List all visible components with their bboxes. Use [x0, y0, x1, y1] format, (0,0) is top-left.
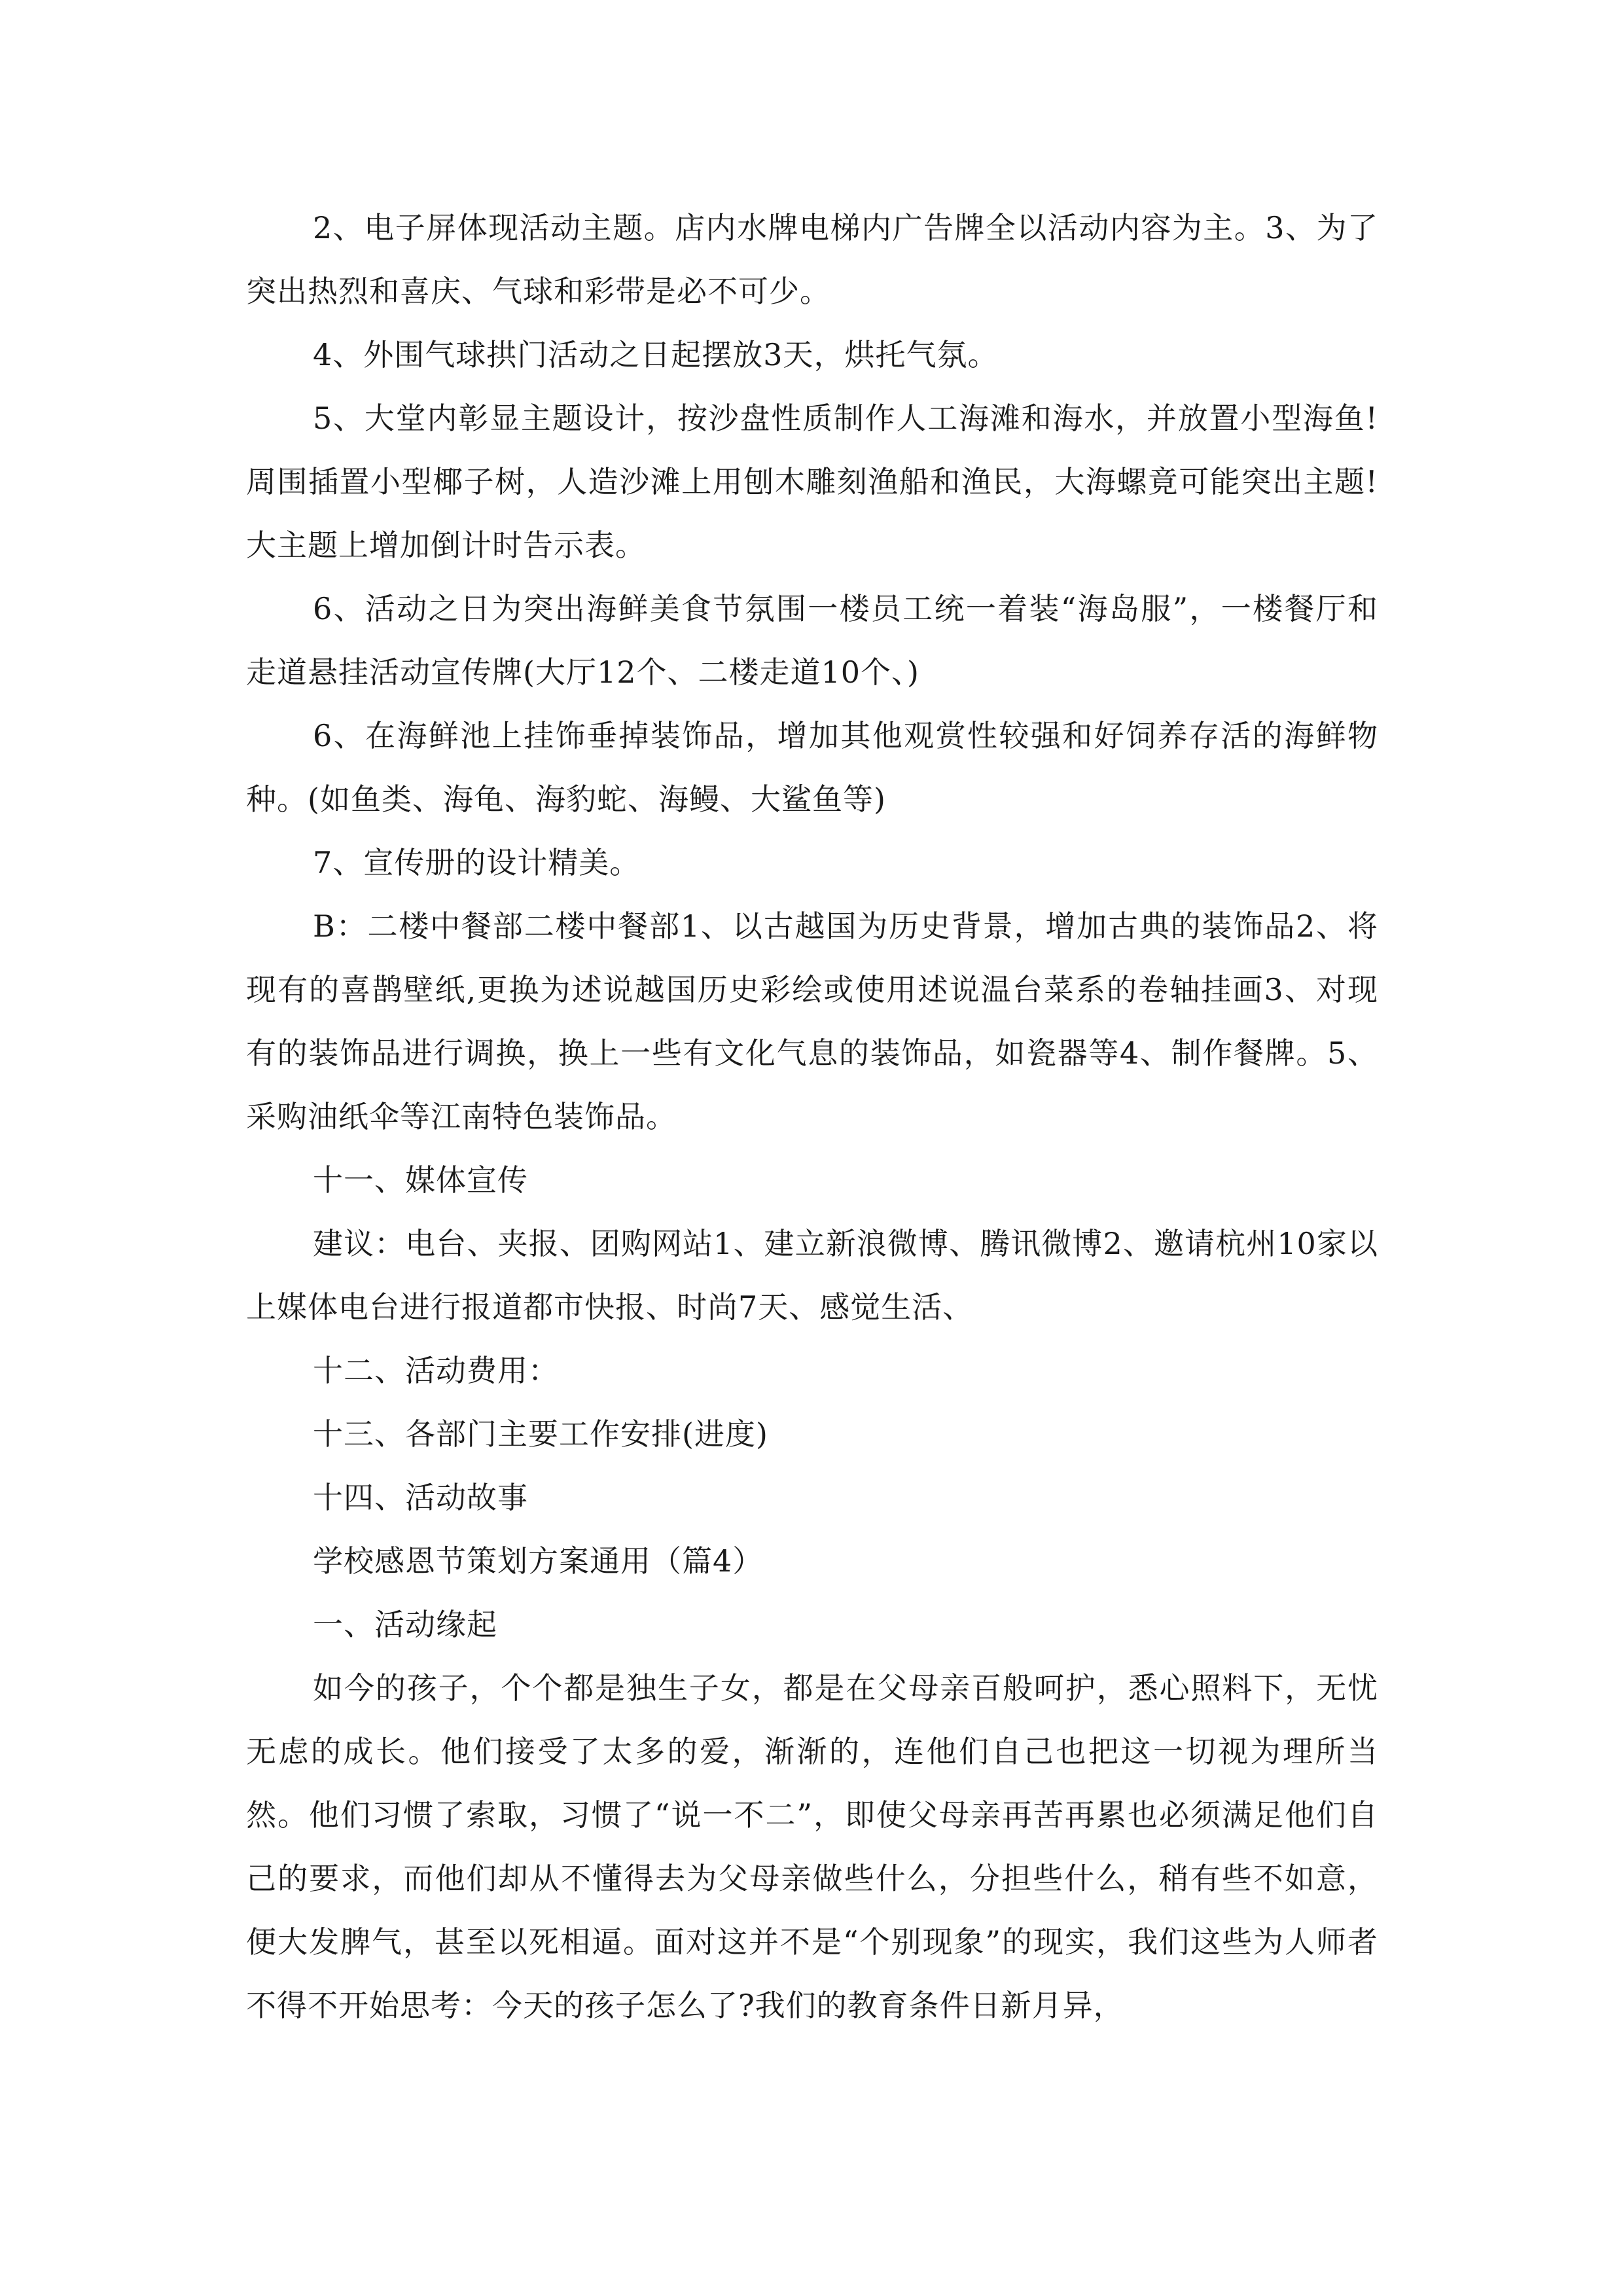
paragraph-item-5-lobby-design: 5、大堂内彰显主题设计，按沙盘性质制作人工海滩和海水，并放置小型海鱼!周围插置小型椰子树，人造沙滩上用刨木雕刻渔船和渔民，大海螺竟可能突出主题!大主题上增加倒计时告示表。 — [246, 401, 1378, 563]
paragraph-item-2-screen: 2、电子屏体现活动主题。店内水牌电梯内广告牌全以活动内容为主。3、为了突出热烈和喜庆、气球和彩带是必不可少。 — [246, 210, 1378, 309]
document-body — [246, 196, 1378, 2037]
paragraph-origin-body: 如今的孩子，个个都是独生子女，都是在父母亲百般呵护，悉心照料下，无忧无虑的成长。他们接受了太多的爱，渐渐的，连他们自己也把这一切视为理所当然。他们习惯了索取，习惯了“说一不二”，即使父母亲再苦再累也必须满足他们自己的要求，而他们却从不懂得去为父母亲做些什么，分担些什么，稍有些不如意，便大发脾气，甚至以死相逼。面对这并不是“个别现象”的现实，我们这些为人师者不得不开始思考：今天的孩子怎么了?我们的教育条件日新月异， — [246, 1670, 1378, 2023]
paragraph-media-suggestion: 建议：电台、夹报、团购网站1、建立新浪微博、腾讯微博2、邀请杭州10家以上媒体电台进行报道都市快报、时尚7天、感觉生活、 — [246, 1226, 1378, 1325]
section-heading-media: 十一、媒体宣传 — [313, 1162, 528, 1198]
paragraph-item-7-brochure: 7、宣传册的设计精美。 — [313, 845, 641, 880]
section-heading-story: 十四、活动故事 — [313, 1480, 528, 1515]
section-heading-schedule: 十三、各部门主要工作安排(进度) — [313, 1416, 768, 1452]
paragraph-item-6-staff-uniform: 6、活动之日为突出海鲜美食节氛围一楼员工统一着装“海岛服”，一楼餐厅和走道悬挂活动宣传牌(大厅12个、二楼走道10个、) — [246, 591, 1378, 690]
section-heading-costs: 十二、活动费用： — [313, 1353, 559, 1388]
document-subtitle: 学校感恩节策划方案通用（篇4） — [313, 1543, 764, 1579]
paragraph-item-6-seafood-pool: 6、在海鲜池上挂饰垂掉装饰品，增加其他观赏性较强和好饲养存活的海鲜物种。(如鱼类、海龟、海豹蛇、海鳗、大鲨鱼等) — [246, 718, 1378, 817]
paragraph-item-b-chinese-restaurant: B：二楼中餐部二楼中餐部1、以古越国为历史背景，增加古典的装饰品2、将现有的喜鹊壁纸,更换为述说越国历史彩绘或使用述说温台菜系的卷轴挂画3、对现有的装饰品进行调换，换上一些有文化气息的装饰品，如瓷器等4、制作餐牌。5、采购油纸伞等江南特色装饰品。 — [246, 908, 1378, 1134]
section-heading-origin: 一、活动缘起 — [313, 1607, 497, 1642]
paragraph-item-4-balloon-arch: 4、外围气球拱门活动之日起摆放3天，烘托气氛。 — [313, 337, 999, 372]
